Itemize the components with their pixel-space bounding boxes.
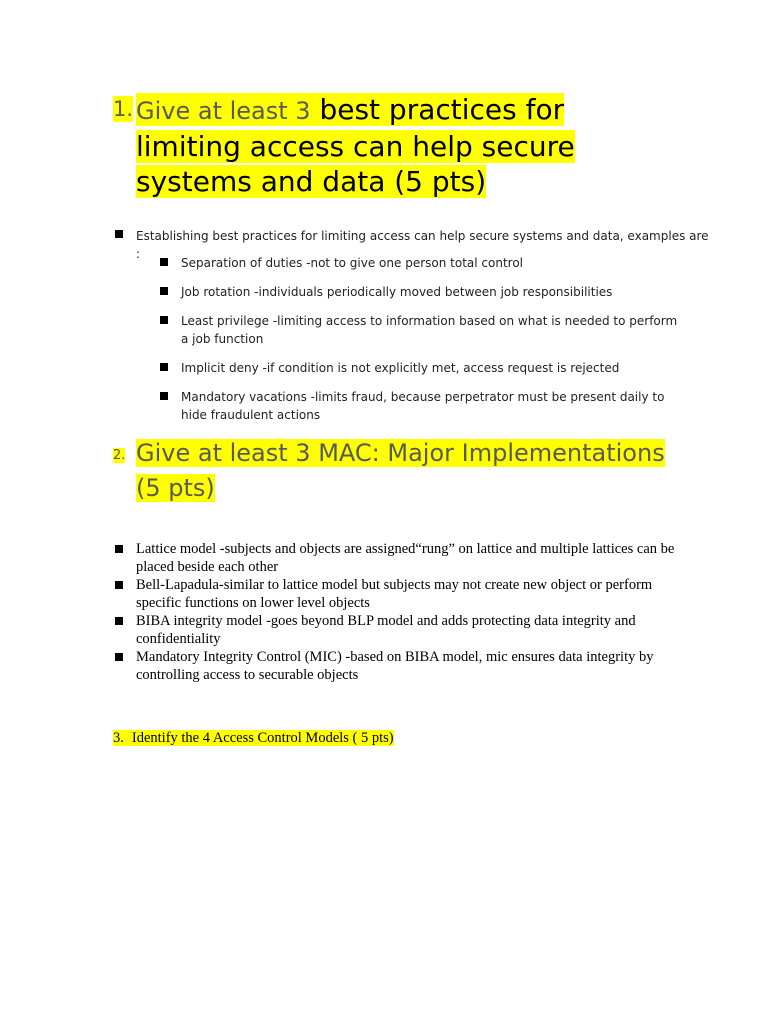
answer-1-intro-text: Establishing best practices for limiting access can help secure systems and data, examples are :	[136, 229, 709, 261]
square-bullet-icon	[115, 545, 123, 553]
list-item: Mandatory vacations -limits fraud, because perpetrator must be present daily to hide fraudulent actions	[158, 388, 678, 424]
question-1-number: 1.	[113, 97, 134, 121]
square-bullet-icon	[160, 258, 168, 266]
question-2-heading	[113, 436, 673, 506]
square-bullet-icon	[160, 287, 168, 295]
list-item: Mandatory Integrity Control (MIC) -based on BIBA model, mic ensures data integrity by controlling access to securable objects	[113, 648, 683, 684]
question-1-lead: Give at least 3	[136, 97, 311, 125]
list-item: Separation of duties -not to give one person total control	[158, 254, 678, 272]
question-2-number: 2.	[113, 448, 126, 463]
square-bullet-icon	[115, 653, 123, 661]
answer-2-list	[113, 540, 683, 684]
answer-1-list	[158, 254, 678, 424]
question-3-text: Identify the 4 Access Control Models ( 5 pts)	[131, 730, 394, 746]
square-bullet-icon	[115, 617, 123, 625]
square-bullet-icon	[115, 230, 123, 238]
question-1-heading	[113, 92, 673, 199]
question-3-number: 3.	[113, 730, 124, 746]
list-item: Implicit deny -if condition is not explicitly met, access request is rejected	[158, 359, 678, 377]
list-item: Least privilege -limiting access to information based on what is needed to perform a job function	[158, 312, 678, 348]
square-bullet-icon	[115, 581, 123, 589]
question-2-text: Give at least 3 MAC: Major Implementations (5 pts)	[136, 439, 665, 502]
list-item: BIBA integrity model -goes beyond BLP model and adds protecting data integrity and confidentiality	[113, 612, 683, 648]
list-item: Job rotation -individuals periodically moved between job responsibilities	[158, 283, 678, 301]
square-bullet-icon	[160, 392, 168, 400]
square-bullet-icon	[160, 363, 168, 371]
question-3-heading	[113, 729, 394, 747]
question-1-text: best practices for limiting access can help secure systems and data (5 pts)	[136, 93, 575, 198]
list-item: Bell-Lapadula-similar to lattice model but subjects may not create new object or perform specific functions on lower level objects	[113, 576, 683, 612]
square-bullet-icon	[160, 316, 168, 324]
list-item: Lattice model -subjects and objects are assigned“rung” on lattice and multiple lattices can be placed beside each other	[113, 540, 683, 576]
